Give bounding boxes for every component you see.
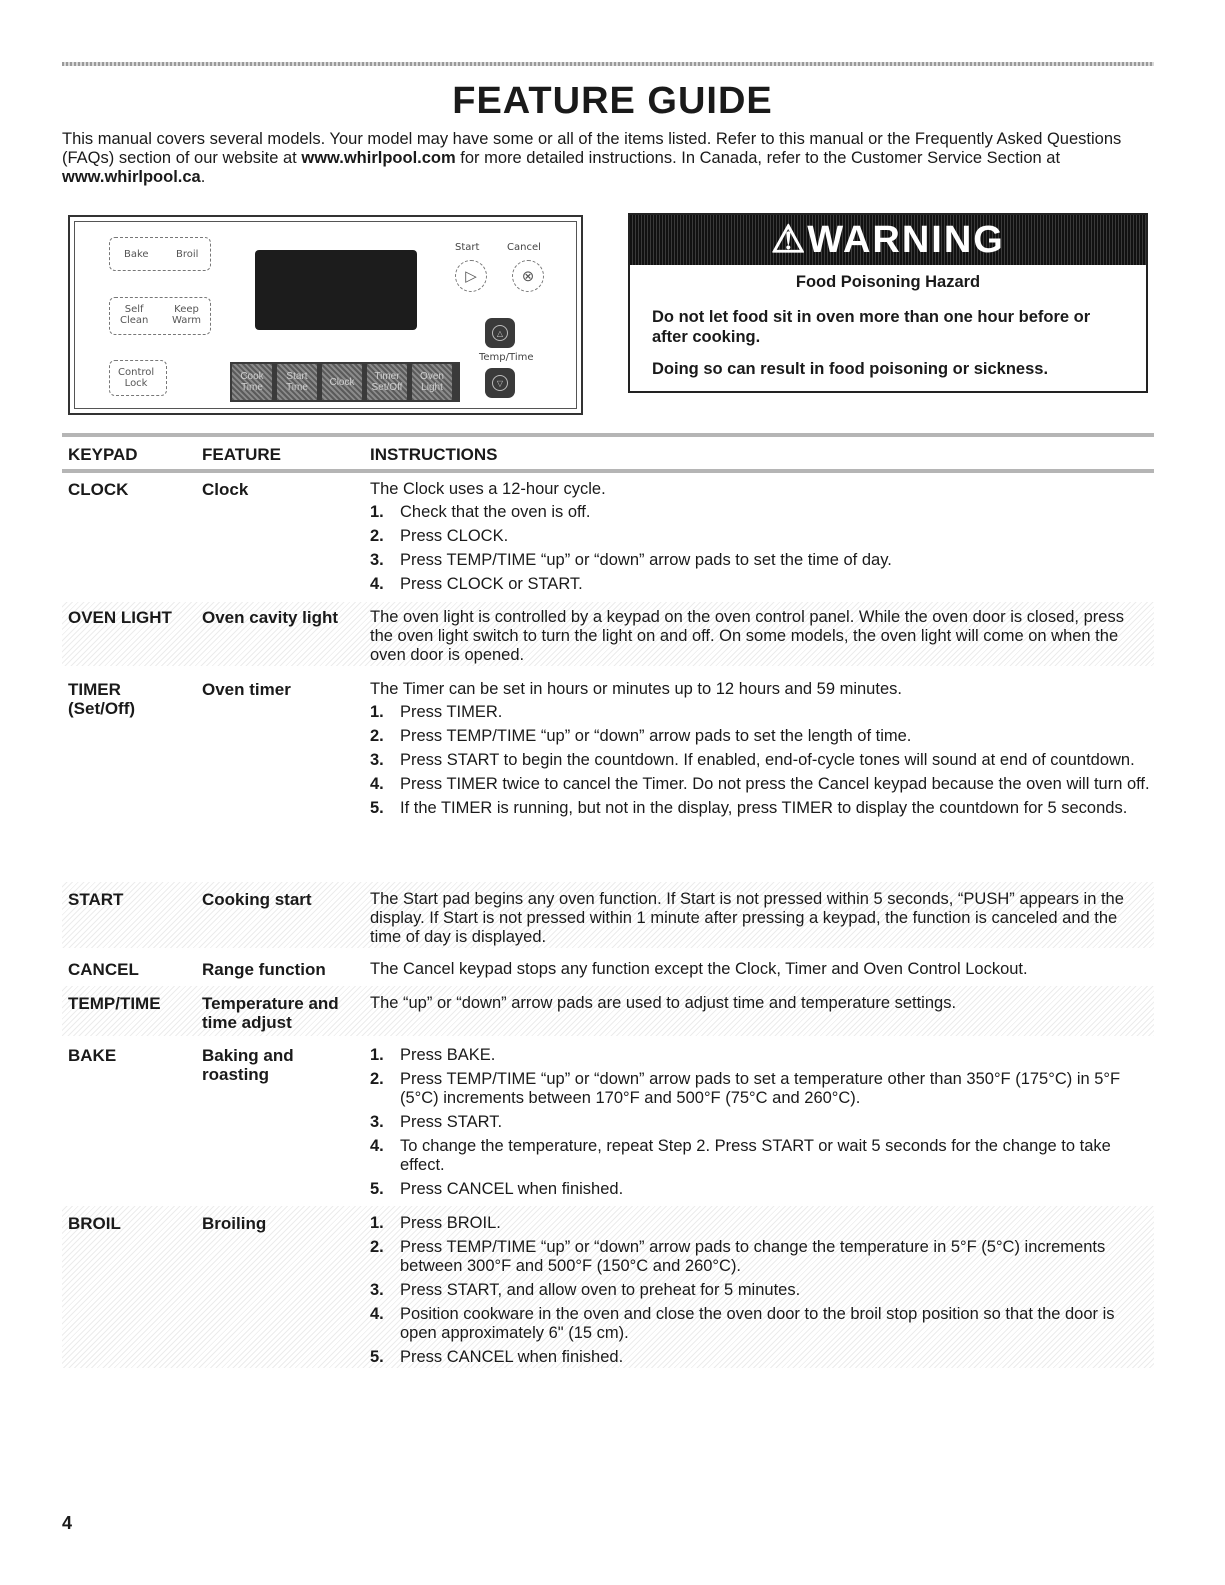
table-row-cancel — [62, 960, 1154, 986]
panel-frame — [74, 221, 577, 409]
keypad-cell: OVEN LIGHT — [68, 608, 172, 627]
broil-label: Broil — [176, 249, 199, 260]
feature-cell: Cooking start — [202, 890, 312, 909]
step-item: 2. Press CLOCK. — [370, 527, 509, 545]
table-header — [62, 433, 1154, 473]
header-keypad: KEYPAD — [68, 445, 138, 464]
step-item: 4. Position cookware in the oven and close the oven door to the broil stop position so that the door is open approximately 6" (15 cm). — [370, 1305, 1115, 1342]
feature-cell: Oven cavity light — [202, 608, 339, 627]
step-text: Press START to begin the countdown. If enabled, end-of-cycle tones will sound at end of countdown. — [400, 751, 1135, 769]
table-row-oven-light — [62, 602, 1154, 666]
step-item: 2. Press TEMP/TIME “up” or “down” arrow pads to change the temperature in 5°F (5°C) increments between 300°F and 500°F (150°C and 260°C). — [370, 1238, 1106, 1275]
lock-label: Lock — [124, 378, 148, 389]
table-row-start — [62, 882, 1154, 948]
step-text: Press CLOCK. — [400, 527, 509, 545]
feature-cell: Range function — [202, 960, 326, 979]
instruction-intro: The Start pad begins any oven function. If Start is not pressed within 5 seconds, “PUSH” appears in the display. If Start is not pressed within 1 minute after pressing a keypad, the function is canceled and the time of day is displayed. — [370, 890, 1124, 946]
keypad-cell — [68, 680, 198, 718]
intro-text-2: for more detailed instructions. In Canada, refer to the Customer Service Section at — [455, 149, 1061, 167]
keypad-name: TIMER — [68, 680, 121, 699]
step-item: 5. If the TIMER is running, but not in the display, press TIMER to display the countdown for 5 seconds. — [370, 799, 1128, 817]
warning-header — [630, 215, 1146, 265]
warm-label: Warm — [172, 315, 202, 326]
top-rule — [62, 62, 1154, 66]
instructions-cell — [370, 680, 1150, 823]
step-text: Press TIMER twice to cancel the Timer. Do not press the Cancel keypad because the oven will turn off. — [400, 775, 1150, 793]
table-row-broil — [62, 1206, 1154, 1368]
self-clean-label — [120, 304, 148, 326]
step-text: Press TEMP/TIME “up” or “down” arrow pads to set the length of time. — [400, 727, 912, 745]
step-item: 4. Press CLOCK or START. — [370, 575, 583, 593]
clock-key-label: Clock — [329, 376, 355, 388]
keep-label: Keep — [174, 304, 199, 315]
clock-key — [322, 364, 362, 400]
instructions-cell — [370, 890, 1150, 947]
cook-time-l1: Cook — [240, 371, 264, 382]
intro-paragraph — [62, 130, 1157, 187]
bake-label: Bake — [124, 249, 149, 260]
up-arrow-icon: △ — [492, 325, 508, 341]
instruction-intro: The Cancel keypad stops any function except the Clock, Timer and Oven Control Lockout. — [370, 960, 1028, 978]
feature-cell: Clock — [202, 480, 249, 499]
step-item: 2. Press TEMP/TIME “up” or “down” arrow pads to set a temperature other than 350°F (175°C) in 5°F (5°C) increments between 170°F and 500°F (75°C and 260°C). — [370, 1070, 1121, 1107]
instruction-steps — [370, 1046, 1150, 1199]
instruction-steps — [370, 703, 1150, 818]
step-item: 3. Press START. — [370, 1113, 503, 1131]
step-item: 1. Press BAKE. — [370, 1046, 496, 1064]
step-item: 1. Press BROIL. — [370, 1214, 501, 1232]
instructions-cell — [370, 608, 1150, 665]
step-item: 5. Press CANCEL when finished. — [370, 1348, 624, 1366]
instructions-cell — [370, 994, 1150, 1013]
instructions-cell — [370, 480, 1150, 599]
timer-l2: Set/Off — [371, 382, 403, 393]
keypad-cell: TEMP/TIME — [68, 994, 161, 1013]
step-text: Press TEMP/TIME “up” or “down” arrow pads to set a temperature other than 350°F (175°C) in 5°F (5°C) increments between 170°F and 500°F (75°C and 260°C). — [400, 1070, 1121, 1107]
instruction-intro: The Timer can be set in hours or minutes up to 12 hours and 59 minutes. — [370, 680, 902, 698]
feature-cell: Broiling — [202, 1214, 267, 1233]
cook-time-l2: Time — [241, 382, 263, 393]
step-item: 3. Press TEMP/TIME “up” or “down” arrow pads to set the time of day. — [370, 551, 892, 569]
warning-box — [628, 213, 1148, 393]
step-text: Check that the oven is off. — [400, 503, 591, 521]
start-play-icon: ▷ — [455, 260, 487, 292]
instruction-steps — [370, 503, 1150, 594]
oven-display — [255, 250, 417, 330]
step-text: Press START. — [400, 1113, 503, 1131]
table-row-clock — [62, 480, 1154, 598]
keep-warm-label — [172, 304, 201, 326]
step-text: Press CLOCK or START. — [400, 575, 583, 593]
intro-text-1: This manual covers several models. Your model may have some or all of the items listed. Refer to this manual or the Frequently Asked Questions (FAQs) section of our website at — [62, 130, 1122, 167]
step-item: 2. Press TEMP/TIME “up” or “down” arrow pads to set the length of time. — [370, 727, 912, 745]
step-text: Press TIMER. — [400, 703, 503, 721]
instruction-intro: The Clock uses a 12-hour cycle. — [370, 480, 606, 498]
page-number: 4 — [62, 1513, 73, 1533]
control-panel-illustration — [68, 215, 583, 415]
table-row-timer — [62, 680, 1154, 876]
control-lock-keypad — [109, 360, 167, 396]
start-label: Start — [455, 242, 480, 253]
step-item: 1. Press TIMER. — [370, 703, 503, 721]
feature-cell: Temperature and time adjust — [202, 994, 339, 1032]
step-text: Press BROIL. — [400, 1214, 501, 1232]
step-text: Press CANCEL when finished. — [400, 1348, 624, 1366]
instructions-cell — [370, 960, 1150, 979]
down-arrow-icon: ▽ — [492, 375, 508, 391]
step-item: 1. Check that the oven is off. — [370, 503, 591, 521]
instructions-cell — [370, 1046, 1150, 1204]
instruction-intro: The “up” or “down” arrow pads are used to adjust time and temperature settings. — [370, 994, 957, 1012]
whirlpool-com-link[interactable]: www.whirlpool.com — [301, 149, 456, 167]
temp-down-button — [485, 368, 515, 398]
oven-light-key — [412, 364, 452, 400]
bake-broil-keypad — [109, 237, 211, 271]
timer-set-off-key — [367, 364, 407, 400]
step-item: 4. Press TIMER twice to cancel the Timer. Do not press the Cancel keypad because the oven will turn off. — [370, 775, 1150, 793]
cancel-x-icon: ⊗ — [512, 260, 544, 292]
intro-text-3: . — [200, 168, 206, 186]
start-time-key — [277, 364, 317, 400]
step-text: Press TEMP/TIME “up” or “down” arrow pads to change the temperature in 5°F (5°C) increments between 300°F and 500°F (150°C and 260°C). — [400, 1238, 1106, 1275]
self-label: Self — [124, 304, 144, 315]
keypad-cell: START — [68, 890, 124, 909]
function-keypad-strip — [230, 362, 460, 402]
start-time-l2: Time — [286, 382, 308, 393]
feature-cell: Oven timer — [202, 680, 291, 699]
keypad-cell: BROIL — [68, 1214, 121, 1233]
self-clean-keep-warm-keypad — [109, 297, 211, 335]
header-feature: FEATURE — [202, 445, 282, 464]
oven-light-l1: Oven — [420, 371, 444, 382]
warning-line-2: Doing so can result in food poisoning or sickness. — [652, 360, 1049, 378]
start-time-l1: Start — [286, 371, 308, 382]
step-item: 3. Press START to begin the countdown. If enabled, end-of-cycle tones will sound at end of countdown. — [370, 751, 1135, 769]
warning-line-1: Do not let food sit in oven more than one hour before or after cooking. — [652, 308, 1091, 346]
cook-time-key — [232, 364, 272, 400]
step-text: Press BAKE. — [400, 1046, 496, 1064]
feature-cell: Baking and roasting — [202, 1046, 294, 1084]
temp-time-label: Temp/Time — [479, 352, 534, 363]
step-text: Press TEMP/TIME “up” or “down” arrow pads to set the time of day. — [400, 551, 892, 569]
instruction-steps — [370, 1214, 1150, 1367]
whirlpool-ca-link[interactable]: www.whirlpool.ca — [62, 168, 201, 186]
temp-up-button — [485, 318, 515, 348]
keypad-subname: (Set/Off) — [68, 699, 136, 718]
step-item: 5. Press CANCEL when finished. — [370, 1180, 624, 1198]
table-row-temp-time — [62, 986, 1154, 1036]
header-instructions: INSTRUCTIONS — [370, 445, 498, 464]
warning-header-text: WARNING — [807, 219, 1005, 261]
clean-label: Clean — [120, 315, 149, 326]
warning-triangle-icon: ⚠ — [771, 219, 808, 261]
keypad-cell: BAKE — [68, 1046, 117, 1065]
cancel-label: Cancel — [507, 242, 541, 253]
step-text: If the TIMER is running, but not in the display, press TIMER to display the countdown for 5 seconds. — [400, 799, 1128, 817]
instructions-cell — [370, 1214, 1150, 1372]
control-label: Control — [118, 367, 155, 378]
step-item: 3. Press START, and allow oven to preheat for 5 minutes. — [370, 1281, 801, 1299]
step-text: To change the temperature, repeat Step 2. Press START or wait 5 seconds for the change to take effect. — [400, 1137, 1111, 1174]
step-item: 4. To change the temperature, repeat Step 2. Press START or wait 5 seconds for the change to take effect. — [370, 1137, 1111, 1174]
instruction-intro: The oven light is controlled by a keypad on the oven control panel. While the oven door is closed, press the oven light switch to turn the light on and off. On some models, the oven light will come on when the oven door is opened. — [370, 608, 1124, 664]
keypad-cell: CLOCK — [68, 480, 129, 499]
page-title: FEATURE GUIDE — [452, 80, 773, 122]
step-text: Press START, and allow oven to preheat for 5 minutes. — [400, 1281, 801, 1299]
control-lock-label — [118, 367, 154, 389]
keypad-cell: CANCEL — [68, 960, 139, 979]
table-row-bake — [62, 1046, 1154, 1204]
step-text: Press CANCEL when finished. — [400, 1180, 624, 1198]
oven-light-l2: Light — [421, 382, 443, 393]
step-text: Position cookware in the oven and close the oven door to the broil stop position so that the door is open approximately 6" (15 cm). — [400, 1305, 1115, 1342]
warning-subtitle: Food Poisoning Hazard — [795, 273, 981, 291]
timer-l1: Timer — [374, 371, 400, 382]
